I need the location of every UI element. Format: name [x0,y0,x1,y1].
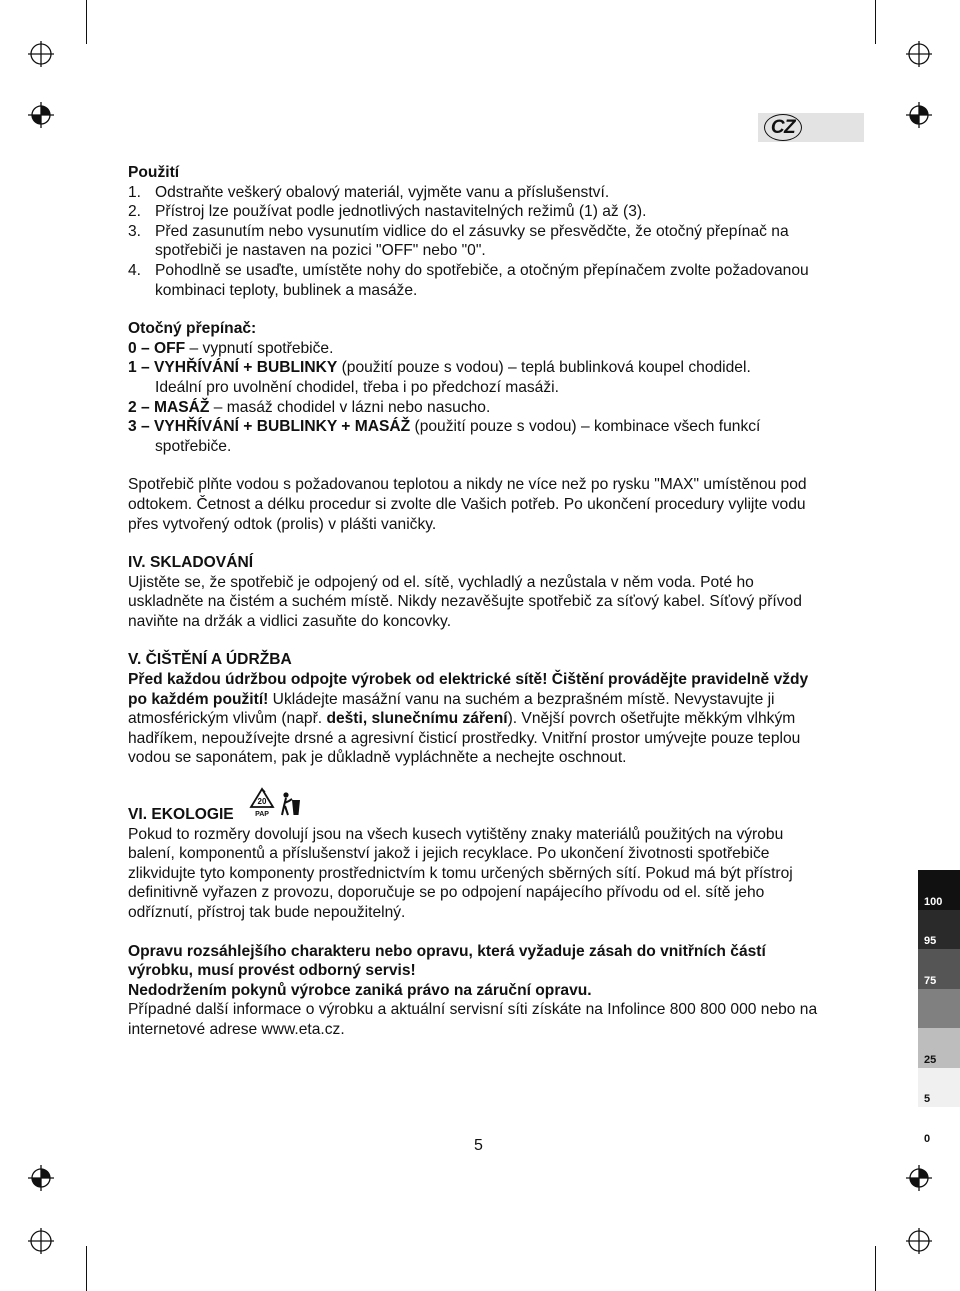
grey-scale-segment [918,989,960,1029]
grey-scale-segment [918,1107,960,1147]
paragraph-ekologie: Pokud to rozměry dovolují jsou na všech kusech vytištěny znaky materiálů použitých na výrobu balení, komponentů a příslušenství jakož i jejich recyklace. Po ukončení životnosti spotřebiče zlikvidujte tyto komponenty prostřednictvím k tomu určených sběrných sítí. Pokud má být přístroj definitivně vyřazen z provozu, doporučuje se po odpojení napájecího přívodu od el. sítě jeho odříznutí, přístroj tak bude nepoužitelný. [128,825,793,921]
crop-mark [875,0,876,44]
list-item: 2. Přístroj lze používat podle jednotlivých nastavitelných režimů (1) až (3). [128,203,647,221]
ekologie-icons [248,787,302,823]
language-code: CZ [764,114,802,141]
warranty-warning: Nedodržením pokynů výrobce zaniká právo na záruční opravu. [128,981,592,999]
prepinac-list [128,339,828,457]
infolinka-text: Případné další informace o výrobku a aktuální servisní síti získáte na Infolince 800 800 000 nebo na internetové adrese www.eta.cz. [128,1001,818,1038]
list-item: 2 – MASÁŽ – masáž chodidel v lázni nebo nasucho. [128,398,491,416]
servis-warning: Opravu rozsáhlejšího charakteru nebo opravu, která vyžaduje zásah do vnitřních částí výrobku, musí provést odborný servis! [128,942,766,980]
pouziti-list [128,183,828,301]
grey-scale-segment [918,910,960,950]
crop-mark [86,0,87,44]
list-item: 1. Odstraňte veškerý obalový materiál, vyjměte vanu a příslušenství. [128,183,610,201]
grey-scale-segment [918,1068,960,1108]
grey-scale-label: 75 [924,974,937,987]
registration-dot-bottom-right-icon [906,1165,932,1191]
recycle-paper-icon [248,787,276,823]
registration-mark-top-left-icon [28,41,54,67]
page-number: 5 [474,1137,483,1154]
registration-mark-bottom-right-icon [906,1228,932,1254]
grey-scale-label: 25 [924,1053,937,1066]
section-title-cisteni: V. ČIŠTĚNÍ A ÚDRŽBA [128,651,292,669]
registration-mark-bottom-left-icon [28,1228,54,1254]
registration-dot-top-left-icon [28,102,54,128]
ekologie-heading [128,787,828,825]
grey-scale-segment [918,1028,960,1068]
registration-mark-top-right-icon [906,41,932,67]
registration-dot-top-right-icon [906,102,932,128]
grey-scale-strip [918,870,960,1147]
paragraph-skladovani: Ujistěte se, že spotřebič je odpojený od el. sítě, vychladlý a nezůstala v něm voda. Poté ho uskladněte na čistém a suchém místě. Nikdy nezavěšujte spotřebič za síťový kabel. Síťový přívod naviňte na držák a vidlici zasuňte do koncovky. [128,573,802,630]
section-title-pouziti: Použití [128,164,180,181]
section-title-prepinac: Otočný přepínač: [128,320,257,338]
language-tab [758,113,864,142]
grey-scale-segment [918,870,960,910]
grey-scale-segment [918,949,960,989]
svg-text:PAP: PAP [254,811,269,818]
document-body [128,163,828,1040]
paragraph-plneni: Spotřebič plňte vodou s požadovanou teplotou a nikdy ne více než po rysku "MAX" umístěnou pod odtokem. Četnost a délku procedur si zvolte dle Vašich potřeb. Po ukončení procedury vylijte vodu přes vytvořený odtok (prolis) v plášti vaničky. [128,476,807,533]
crop-mark [86,1246,87,1291]
grey-scale-label: 5 [924,1093,931,1105]
list-item-continuation: spotřebiče. [155,437,232,455]
paragraph-cisteni: Před každou údržbou odpojte výrobek od elektrické sítě! Čištění provádějte pravidelně vždy po každém použití! Ukládejte masážní vanu na suchém a bezprašném místě. Nevystavujte ji atmosférickým vlivům (např. dešti, slunečnímu záření). Vnější povrch ošetřujte měkkým vlhkým hadříkem, nepoužívejte drsné a agresivní čisticí prostředky. Vnitřní prostor umývejte pouze teplou vodou se saponátem, pak je důkladně vypláchněte a nechejte oschnout. [128,671,809,767]
list-item-continuation: Ideální pro uvolnění chodidel, třeba i po předchozí masáži. [155,378,559,396]
section-title-ekologie: VI. EKOLOGIE [128,806,234,824]
grey-scale-label: 95 [924,935,937,947]
list-item: 0 – OFF – vypnutí spotřebiče. [128,339,334,357]
list-item: 1 – VYHŘÍVÁNÍ + BUBLINKY (použití pouze s vodou) – teplá bublinková koupel chodidel. [128,359,751,377]
svg-text:20: 20 [257,797,267,807]
grey-scale-label: 100 [924,895,943,908]
grey-scale-label: 0 [924,1132,931,1145]
crop-mark [875,1246,876,1291]
section-title-skladovani: IV. SKLADOVÁNÍ [128,554,254,572]
registration-dot-bottom-left-icon [28,1165,54,1191]
tidyman-disposal-icon [280,791,302,823]
list-item: 4. Pohodlně se usaďte, umístěte nohy do spotřebiče, a otočným přepínačem zvolte požadovanou kombinaci teploty, bublinek a masáže. [128,261,809,299]
list-item: 3. Před zasunutím nebo vysunutím vidlice do el zásuvky se přesvědčte, že otočný přepínač na spotřebiči je nastaven na pozici "OFF" nebo "0". [128,222,789,260]
list-item: 3 – VYHŘÍVÁNÍ + BUBLINKY + MASÁŽ (použití pouze s vodou) – kombinace všech funkcí [128,418,761,436]
